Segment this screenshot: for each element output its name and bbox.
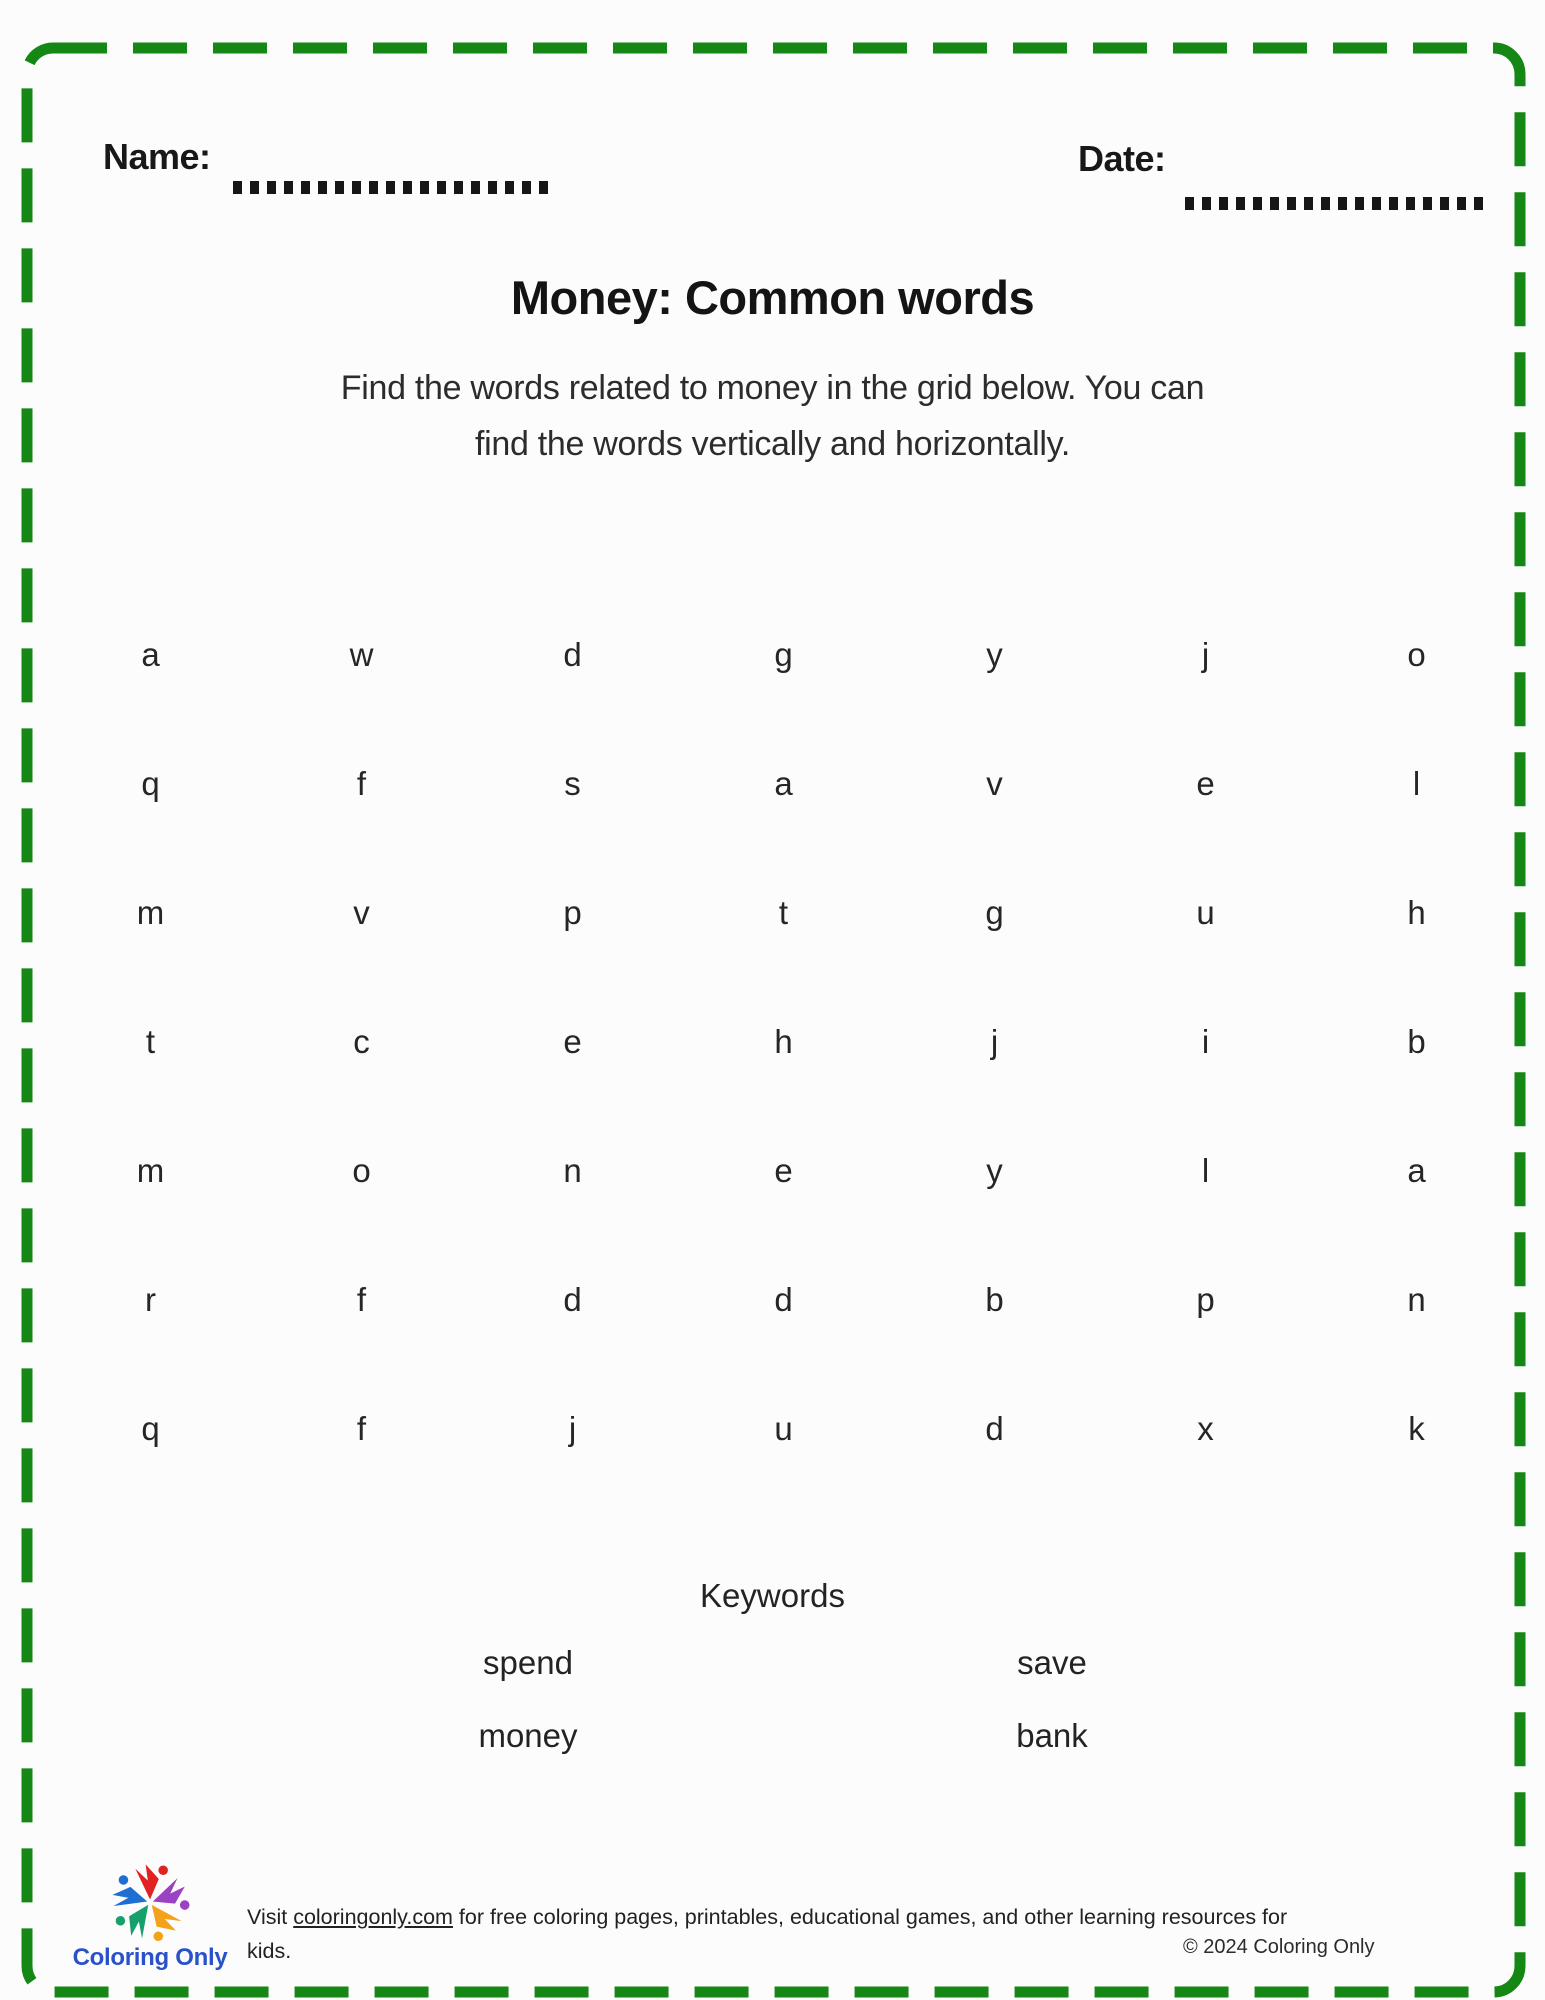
grid-cell-r7c2: f — [356, 1409, 367, 1447]
grid-cell-r3c1: m — [136, 893, 165, 931]
grid-cell-r3c4: t — [778, 893, 789, 931]
date-label: Date: — [1078, 138, 1166, 179]
grid-cell-r2c2: f — [356, 764, 367, 802]
footer-logo — [70, 1860, 230, 1972]
keyword-bank: bank — [1016, 1717, 1088, 1754]
footer-note-line-2: kids. — [247, 1939, 292, 1963]
grid-cell-r1c3: d — [563, 635, 582, 673]
grid-cell-r7c3: j — [568, 1409, 577, 1447]
grid-cell-r3c7: h — [1407, 893, 1426, 931]
grid-cell-r6c5: b — [985, 1280, 1004, 1318]
grid-cell-r1c7: o — [1407, 635, 1426, 673]
footer-note-line-1 — [247, 1905, 1287, 1929]
grid-cell-r3c6: u — [1196, 893, 1215, 931]
keyword-money: money — [478, 1717, 578, 1754]
name-label: Name: — [103, 136, 211, 177]
grid-cell-r7c7: k — [1408, 1409, 1425, 1447]
grid-cell-r6c4: d — [774, 1280, 793, 1318]
grid-cell-r7c6: x — [1197, 1409, 1214, 1447]
page-title: Money: Common words — [510, 271, 1035, 324]
grid-cell-r6c2: f — [356, 1280, 367, 1318]
grid-cell-r4c2: c — [353, 1022, 370, 1060]
grid-cell-r6c1: r — [145, 1280, 156, 1318]
coloringonly-link[interactable]: coloringonly.com — [293, 1905, 453, 1929]
grid-cell-r3c2: v — [353, 893, 370, 931]
grid-cell-r3c5: g — [985, 893, 1004, 931]
grid-cell-r5c2: o — [352, 1151, 371, 1189]
grid-cell-r1c4: g — [774, 635, 793, 673]
coloring-only-logo-icon — [95, 1860, 205, 1942]
coloring-only-logo-text: Coloring Only — [72, 1944, 228, 1971]
grid-cell-r4c7: b — [1407, 1022, 1426, 1060]
grid-cell-r4c5: j — [990, 1022, 999, 1060]
grid-cell-r1c2: w — [349, 635, 374, 673]
grid-cell-r5c5: y — [986, 1151, 1003, 1189]
grid-cell-r5c1: m — [136, 1151, 165, 1189]
instructions-text — [0, 360, 1545, 472]
grid-cell-r4c4: h — [774, 1022, 793, 1060]
grid-cell-r7c5: d — [985, 1409, 1004, 1447]
grid-cell-r5c7: a — [1407, 1151, 1426, 1189]
grid-cell-r6c6: p — [1196, 1280, 1215, 1318]
instructions-line-1: Find the words related to money in the grid below. You can — [340, 369, 1205, 407]
grid-cell-r4c6: i — [1201, 1022, 1210, 1060]
instructions-line-2: find the words vertically and horizontally. — [475, 425, 1070, 463]
grid-cell-r2c7: l — [1412, 764, 1421, 802]
grid-cell-r2c4: a — [774, 764, 793, 802]
grid-cell-r3c3: p — [563, 893, 582, 931]
grid-cell-r6c7: n — [1407, 1280, 1426, 1318]
keywords-title: Keywords — [700, 1577, 845, 1614]
grid-cell-r2c1: q — [141, 764, 160, 802]
grid-cell-r5c6: l — [1201, 1151, 1210, 1189]
grid-cell-r1c1: a — [141, 635, 160, 673]
keyword-save: save — [1017, 1644, 1087, 1681]
grid-cell-r7c4: u — [774, 1409, 793, 1447]
date-fill-line — [1185, 197, 1491, 210]
grid-cell-r1c5: y — [986, 635, 1003, 673]
grid-cell-r4c1: t — [145, 1022, 156, 1060]
copyright-text: © 2024 Coloring Only — [1183, 1936, 1375, 1958]
word-search-grid — [45, 590, 1522, 1493]
grid-cell-r7c1: q — [141, 1409, 160, 1447]
grid-cell-r5c3: n — [563, 1151, 582, 1189]
grid-cell-r1c6: j — [1201, 635, 1210, 673]
grid-cell-r6c3: d — [563, 1280, 582, 1318]
grid-cell-r2c6: e — [1196, 764, 1215, 802]
grid-cell-r4c3: e — [563, 1022, 582, 1060]
name-fill-line — [233, 181, 551, 194]
keyword-spend: spend — [483, 1644, 573, 1681]
visit-prefix: Visit — [247, 1905, 294, 1929]
visit-rest: for free coloring pages, printables, educational games, and other learning resources for — [452, 1905, 1288, 1929]
grid-cell-r5c4: e — [774, 1151, 793, 1189]
grid-cell-r2c5: v — [986, 764, 1003, 802]
grid-cell-r2c3: s — [564, 764, 581, 802]
